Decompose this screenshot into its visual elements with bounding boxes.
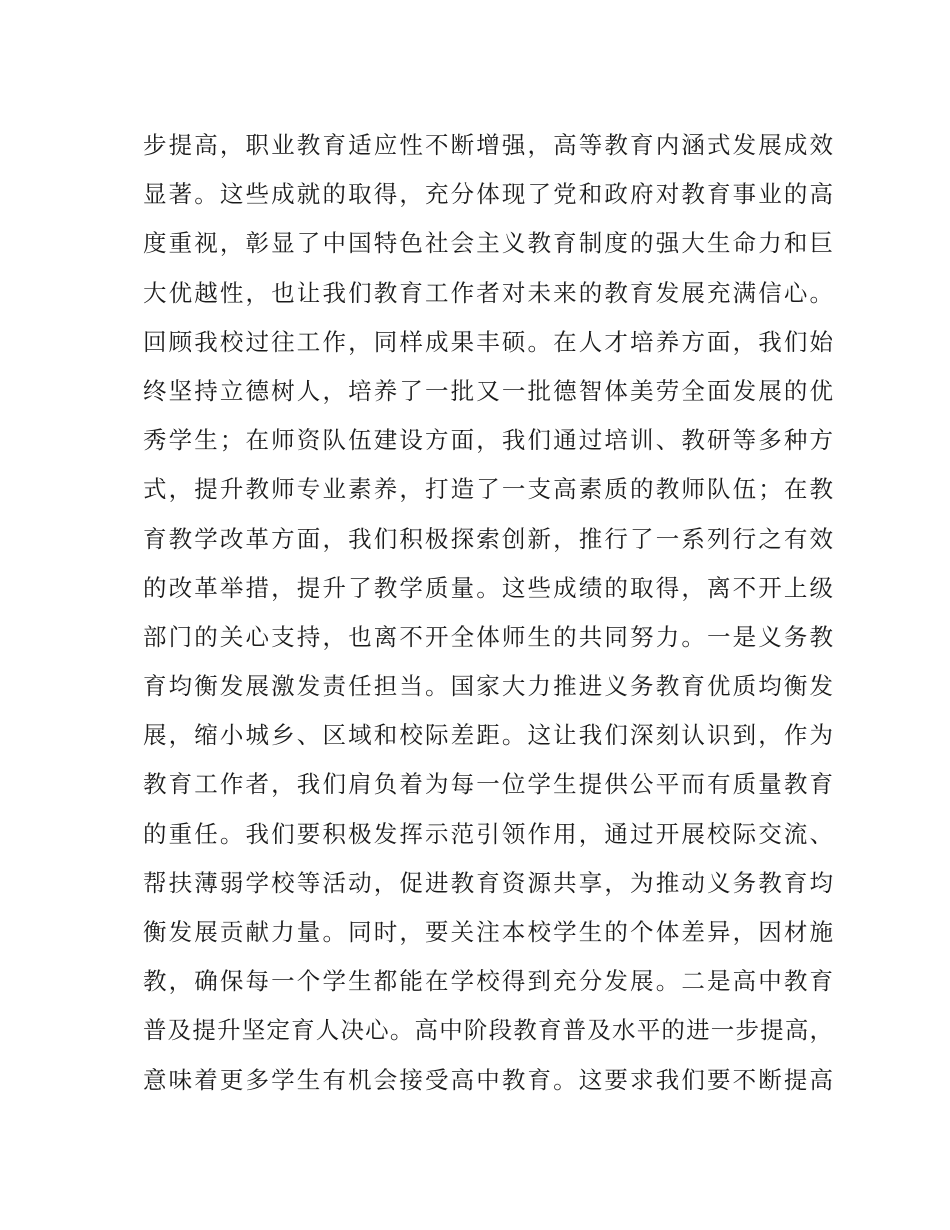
text-line: 教，确保每一个学生都能在学校得到充分发展。二是高中教育 bbox=[143, 967, 833, 996]
text-line: 的重任。我们要积极发挥示范引领作用，通过开展校际交流、 bbox=[143, 819, 833, 848]
text-line: 普及提升坚定育人决心。高中阶段教育普及水平的进一步提高， bbox=[143, 1016, 833, 1045]
text-line: 秀学生；在师资队伍建设方面，我们通过培训、教研等多种方 bbox=[143, 426, 833, 455]
text-line: 度重视，彰显了中国特色社会主义教育制度的强大生命力和巨 bbox=[143, 229, 833, 258]
text-line: 展，缩小城乡、区域和校际差距。这让我们深刻认识到，作为 bbox=[143, 721, 833, 750]
text-line: 回顾我校过往工作，同样成果丰硕。在人才培养方面，我们始 bbox=[143, 327, 833, 356]
text-line: 意味着更多学生有机会接受高中教育。这要求我们要不断提高 bbox=[143, 1065, 833, 1094]
text-line: 教育工作者，我们肩负着为每一位学生提供公平而有质量教育 bbox=[143, 770, 833, 799]
text-line: 帮扶薄弱学校等活动，促进教育资源共享，为推动义务教育均 bbox=[143, 868, 833, 897]
text-line: 育教学改革方面，我们积极探索创新，推行了一系列行之有效 bbox=[143, 524, 833, 553]
text-line: 部门的关心支持，也离不开全体师生的共同努力。一是义务教 bbox=[143, 622, 833, 651]
text-line: 式，提升教师专业素养，打造了一支高素质的教师队伍；在教 bbox=[143, 475, 833, 504]
text-line: 显著。这些成就的取得，充分体现了党和政府对教育事业的高 bbox=[143, 180, 833, 209]
body-text bbox=[143, 121, 833, 1105]
text-line: 衡发展贡献力量。同时，要关注本校学生的个体差异，因材施 bbox=[143, 918, 833, 946]
text-line: 育均衡发展激发责任担当。国家大力推进义务教育优质均衡发 bbox=[143, 672, 833, 701]
text-line: 步提高，职业教育适应性不断增强，高等教育内涵式发展成效 bbox=[143, 131, 833, 159]
text-line: 终坚持立德树人，培养了一批又一批德智体美劳全面发展的优 bbox=[143, 376, 833, 405]
text-line: 的改革举措，提升了教学质量。这些成绩的取得，离不开上级 bbox=[143, 573, 833, 602]
text-line: 大优越性，也让我们教育工作者对未来的教育发展充满信心。 bbox=[143, 278, 833, 307]
